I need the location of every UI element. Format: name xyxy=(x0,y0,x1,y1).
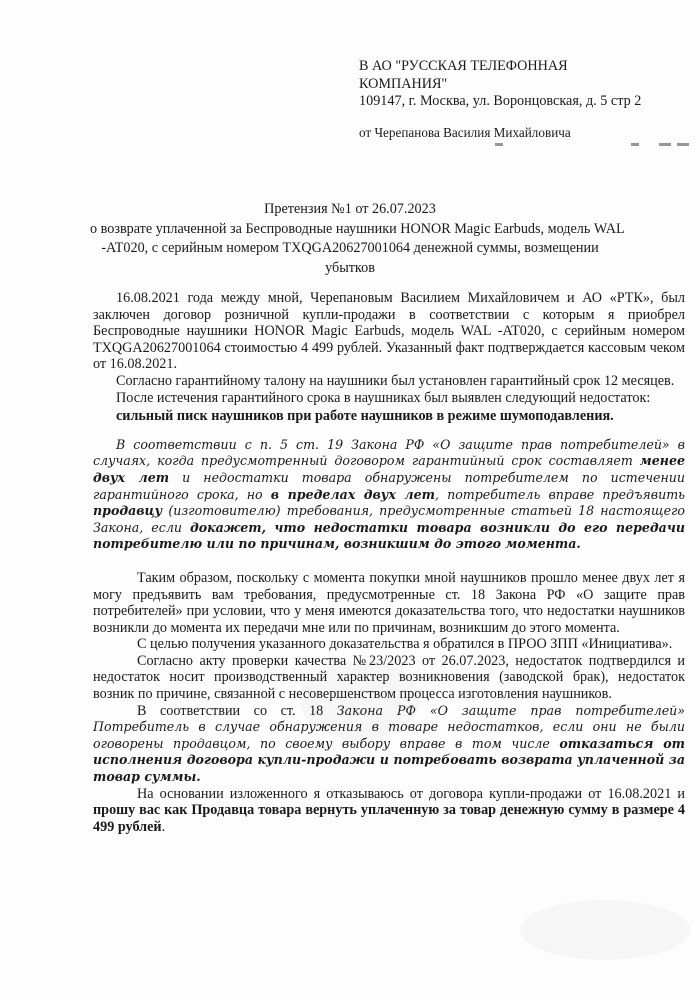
paragraph-expertise-request: С целью получения указанного доказательства я обратился в ПРОО ЗПП «Инициатива». xyxy=(137,636,673,653)
cutoff-address-line xyxy=(359,143,689,149)
emphasis-within-two-years: в пределах двух лет xyxy=(270,486,435,502)
claim-body xyxy=(93,290,685,835)
paragraph-refund-demand: На основании изложенного я отказываюсь от договора купли-продажи от 16.08.2021 и прошу вас как Продавца товара вернуть уплаченную за товар денежную сумму в размере 4 499 рублей. xyxy=(93,785,685,835)
emphasis-refund-amount: прошу вас как Продавца товара вернуть уплаченную за товар денежную сумму в размере 4 499 рублей xyxy=(93,802,685,835)
sender-line: от Черепанова Василия Михайловича xyxy=(359,125,571,140)
claim-title-number: Претензия №1 от 26.07.2023 xyxy=(264,201,436,217)
paragraph-quality-act: Согласно акту проверки качества №23/2023 от 26.07.2023, недостаток подтвердился и недостаток носит производственный характер возникновения (заводской брак), недостаток возник по причине, связанной с несовершенством процесса изготовления наушников. xyxy=(93,652,685,703)
claim-subject-line-2: -AT020, с серийным номером TXQGA20627001064 денежной суммы, возмещении xyxy=(101,240,599,256)
addressee-block xyxy=(359,58,689,111)
paragraph-defect-description: сильный писк наушников при работе наушников в режиме шумоподавления. xyxy=(116,408,614,425)
scan-smudge xyxy=(520,900,690,960)
paragraph-article-18: В соответствии со ст. 18 Закона РФ «О защите прав потребителей» Потребитель в случае обнаружения в товаре недостатков, если они не были оговорены продавцом, по своему выбору вправе в том числе отказаться от исполнения договора купли-продажи и потребовать возврата уплаченной за товар суммы. xyxy=(93,702,685,785)
emphasis-seller: продавцу xyxy=(93,503,163,519)
paragraph-law-citation: В соответствии с п. 5 ст. 19 Закона РФ «О защите прав потребителей» в случаях, когда предусмотренный договором гарантийный срок составляет менее двух лет и недостатки товара обнаружены потребителем по истечении гарантийного срока, но в пределах двух лет, потребитель вправе предъявить продавцу (изготовителю) требования, предусмотренные статьей 18 настоящего Закона, если докажет, что недостатки товара возникли до его передачи потребителю или по причинам, возникшим до этого момента. xyxy=(93,436,686,552)
claim-title xyxy=(90,200,625,278)
paragraph-conclusion-rights: Таким образом, поскольку с момента покупки мной наушников прошло менее двух лет я могу предъявить вам требования, предусмотренные ст. 18 Закона РФ «О защите прав потребителей» при условии, что у меня имеются доказательства того, что недостатки наушников возникли до момента их передачи мне или по причинам, возникшим до этого момента. xyxy=(93,569,685,636)
emphasis-less-than-two-years: менее двух лет xyxy=(93,453,685,485)
claim-subject-line-3: убытков xyxy=(325,259,375,276)
claim-subject-line-1: о возврате уплаченной за Беспроводные наушники HONOR Magic Earbuds, модель WAL xyxy=(90,220,625,237)
emphasis-refund-right: отказаться от исполнения договора купли-продажи и потребовать возврата уплаченной за товар суммы. xyxy=(93,735,685,785)
paragraph-purchase: 16.08.2021 года между мной, Черепановым Василием Михайловичем и АО «РТК», был заключен договор розничной купли-продажи в соответствии с которым я приобрел Беспроводные наушники HONOR Magic Earbuds, модель WAL -AT020, с серийным номером TXQGA20627001064 стоимостью 4 499 рублей. Указанный факт подтверждается кассовым чеком от 16.08.2021. xyxy=(93,290,685,373)
paragraph-defect-intro: После истечения гарантийного срока в наушниках был выявлен следующий недостаток: xyxy=(116,389,651,406)
addressee-address: 109147, г. Москва, ул. Воронцовская, д. 5 стр 2 xyxy=(359,93,642,109)
paragraph-warranty: Согласно гарантийному талону на наушники был установлен гарантийный срок 12 месяцев. xyxy=(116,372,675,389)
addressee-company-line-1: В АО "РУССКАЯ ТЕЛЕФОННАЯ xyxy=(359,58,568,74)
addressee-company-line-2: КОМПАНИЯ" xyxy=(359,75,448,92)
emphasis-proof-condition: докажет, что недостатки товара возникли до его передачи потребителю или по причинам, возникшим до этого момента. xyxy=(93,519,685,552)
